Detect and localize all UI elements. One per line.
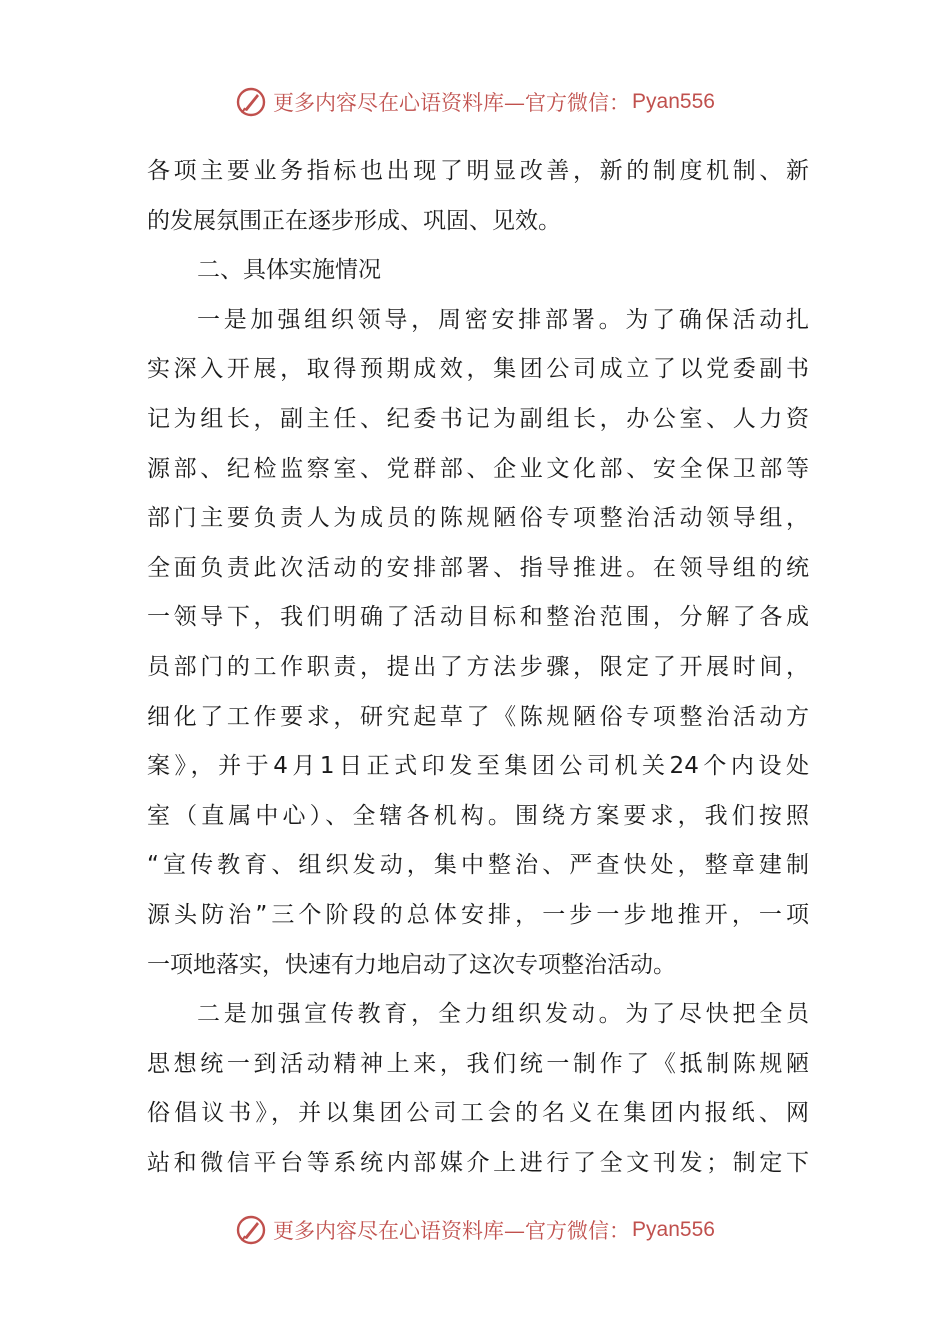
quill-logo-icon — [235, 1214, 267, 1246]
footer-watermark — [0, 1210, 950, 1250]
text-line: 一领导下，我们明确了活动目标和整治范围，分解了各成 — [147, 604, 809, 631]
text-line: 案》，并于4月1日正式印发至集团公司机关24个内设处 — [147, 753, 809, 780]
text-line: 二是加强宣传教育，全力组织发动。为了尽快把全员 — [197, 1001, 809, 1028]
text-line: 记为组长，副主任、纪委书记为副组长，办公室、人力资 — [147, 405, 809, 432]
text-line: 一是加强组织领导，周密安排部署。为了确保活动扎 — [197, 306, 809, 333]
text-line: 员部门的工作职责，提出了方法步骤，限定了开展时间， — [147, 653, 809, 680]
section-heading — [147, 246, 809, 296]
text-line: 全面负责此次活动的安排部署、指导推进。在领导组的统 — [147, 554, 809, 581]
text-line: 俗倡议书》，并以集团公司工会的名义在集团内报纸、网 — [147, 1100, 809, 1127]
paragraph — [147, 296, 809, 990]
text-line: 部门主要负责人为成员的陈规陋俗专项整治活动领导组， — [147, 505, 809, 532]
watermark-text: 更多内容尽在心语资料库—官方微信： — [273, 91, 631, 115]
paragraph — [147, 147, 809, 246]
text-line: 源部、纪检监察室、党群部、企业文化部、安全保卫部等 — [147, 455, 809, 482]
text-line: “宣传教育、组织发动，集中整治、严查快处，整章建制 — [147, 852, 809, 879]
watermark-text: 更多内容尽在心语资料库—官方微信： — [273, 1219, 631, 1243]
text-line: 室（直属中心）、全辖各机构。围绕方案要求，我们按照 — [147, 802, 809, 829]
watermark-wechat-id: Pyan556 — [632, 1218, 715, 1241]
text-line: 站和微信平台等系统内部媒介上进行了全文刊发；制定下 — [147, 1149, 809, 1176]
text-line: 细化了工作要求，研究起草了《陈规陋俗专项整治活动方 — [147, 703, 809, 730]
text-line: 源头防治”三个阶段的总体安排，一步一步地推开，一项 — [147, 901, 809, 928]
text-line: 实深入开展，取得预期成效，集团公司成立了以党委副书 — [147, 356, 809, 383]
quill-logo-icon — [235, 86, 267, 118]
text-line: 二、具体实施情况 — [197, 257, 381, 284]
text-line: 思想统一到活动精神上来，我们统一制作了《抵制陈规陋 — [147, 1050, 809, 1077]
watermark-wechat-id: Pyan556 — [632, 90, 715, 113]
text-line: 的发展氛围正在逐步形成、巩固、见效。 — [147, 207, 561, 234]
paragraph — [147, 990, 809, 1188]
header-watermark — [0, 82, 950, 122]
text-line: 各项主要业务指标也出现了明显改善，新的制度机制、新 — [147, 158, 809, 184]
text-line: 一项地落实，快速有力地启动了这次专项整治活动。 — [147, 951, 676, 978]
document-body — [147, 147, 809, 1188]
